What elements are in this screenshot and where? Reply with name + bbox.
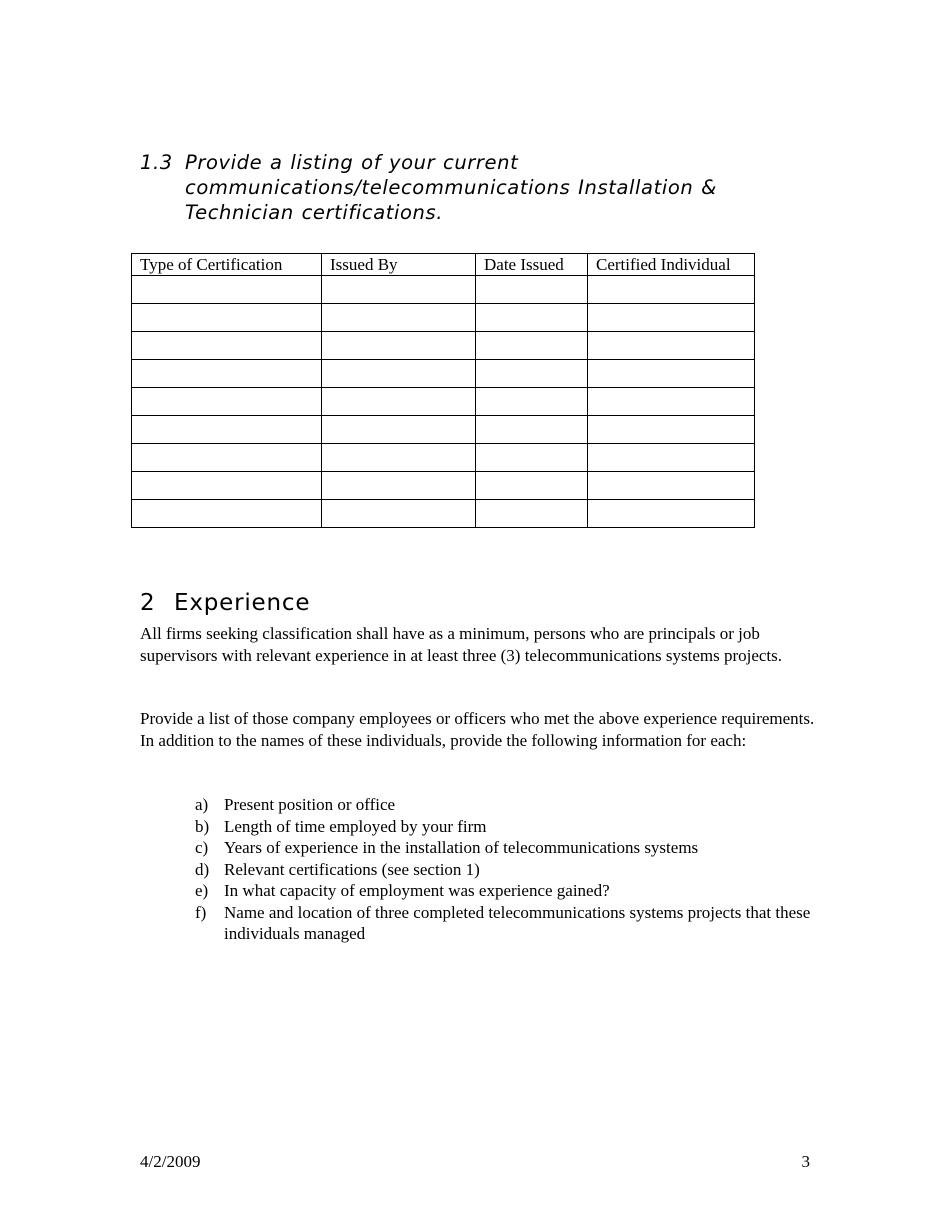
table-cell[interactable]: [476, 444, 588, 472]
column-header: Type of Certification: [132, 254, 322, 276]
list-item: [195, 816, 815, 838]
table-cell[interactable]: [588, 304, 755, 332]
table-cell[interactable]: [588, 472, 755, 500]
table-row: [132, 332, 755, 360]
section-number: 2: [140, 590, 156, 616]
section-number: 1.3: [140, 151, 173, 174]
list-marker: e): [195, 881, 209, 900]
table-row: [132, 276, 755, 304]
list-item: [195, 880, 815, 902]
table-cell[interactable]: [322, 444, 476, 472]
column-header: Certified Individual: [588, 254, 755, 276]
list-item: [195, 859, 815, 881]
list-marker: c): [195, 838, 209, 857]
list-item-text: Name and location of three completed telecommunications systems projects that these individuals managed: [224, 902, 811, 943]
list-item: [195, 837, 815, 859]
table-cell[interactable]: [322, 276, 476, 304]
table-cell[interactable]: [588, 444, 755, 472]
table-row: [132, 444, 755, 472]
table-cell[interactable]: [476, 416, 588, 444]
section-title: Provide a listing of your current communications/telecommunications Installation & Technician certifications.: [185, 151, 717, 224]
table-cell[interactable]: [322, 472, 476, 500]
list-marker: d): [195, 859, 210, 879]
table-cell[interactable]: [132, 416, 322, 444]
table-row: [132, 472, 755, 500]
table-cell[interactable]: [322, 304, 476, 332]
column-header: Date Issued: [476, 254, 588, 276]
table-row: [132, 360, 755, 388]
section-2-heading: [140, 588, 310, 618]
list-marker: b): [195, 816, 210, 836]
table-cell[interactable]: [322, 500, 476, 528]
instructions-paragraph: Provide a list of those company employees or officers who met the above experience requirements. In addition to the names of these individuals, provide the following information for each:: [140, 709, 815, 750]
footer-date: 4/2/2009: [140, 1152, 201, 1171]
list-item: [195, 794, 815, 816]
table-row: [132, 304, 755, 332]
table-cell[interactable]: [322, 360, 476, 388]
section-title: Experience: [174, 590, 311, 616]
table-cell[interactable]: [322, 416, 476, 444]
table-cell[interactable]: [476, 332, 588, 360]
table-cell[interactable]: [476, 388, 588, 416]
table-cell[interactable]: [132, 388, 322, 416]
table-cell[interactable]: [476, 276, 588, 304]
table-cell[interactable]: [588, 332, 755, 360]
list-marker: a): [195, 795, 209, 814]
table-cell[interactable]: [322, 388, 476, 416]
table-cell[interactable]: [476, 500, 588, 528]
table-cell[interactable]: [132, 332, 322, 360]
list-item-text: Present position or office: [224, 795, 396, 814]
table-cell[interactable]: [588, 276, 755, 304]
table-cell[interactable]: [588, 416, 755, 444]
list-item: [195, 902, 815, 945]
section-1-3-heading: [140, 150, 780, 225]
requirements-paragraph: All firms seeking classification shall have as a minimum, persons who are principals or job supervisors with relevant experience in at least three (3) telecommunications systems projects.: [140, 624, 783, 665]
table-cell[interactable]: [132, 444, 322, 472]
page-number: 3: [801, 1152, 810, 1171]
table-cell[interactable]: [476, 472, 588, 500]
table-row: [132, 388, 755, 416]
table-cell[interactable]: [588, 360, 755, 388]
list-item-text: Years of experience in the installation of telecommunications systems: [224, 838, 699, 857]
table-body: [132, 276, 755, 528]
table-cell[interactable]: [322, 332, 476, 360]
column-header: Issued By: [322, 254, 476, 276]
table-header-row: [132, 254, 755, 276]
table-row: [132, 500, 755, 528]
table-row: [132, 416, 755, 444]
list-item-text: In what capacity of employment was experience gained?: [224, 881, 610, 900]
table-cell[interactable]: [476, 304, 588, 332]
table-cell[interactable]: [588, 388, 755, 416]
table-cell[interactable]: [132, 500, 322, 528]
table-cell[interactable]: [132, 472, 322, 500]
certification-table: [131, 253, 755, 528]
list-item-text: Length of time employed by your firm: [224, 816, 487, 836]
table-cell[interactable]: [132, 276, 322, 304]
list-item-text: Relevant certifications (see section 1): [224, 859, 480, 879]
list-marker: f): [195, 902, 207, 922]
table-cell[interactable]: [588, 500, 755, 528]
table-cell[interactable]: [476, 360, 588, 388]
table-cell[interactable]: [132, 360, 322, 388]
table-cell[interactable]: [132, 304, 322, 332]
information-list: [195, 794, 815, 945]
